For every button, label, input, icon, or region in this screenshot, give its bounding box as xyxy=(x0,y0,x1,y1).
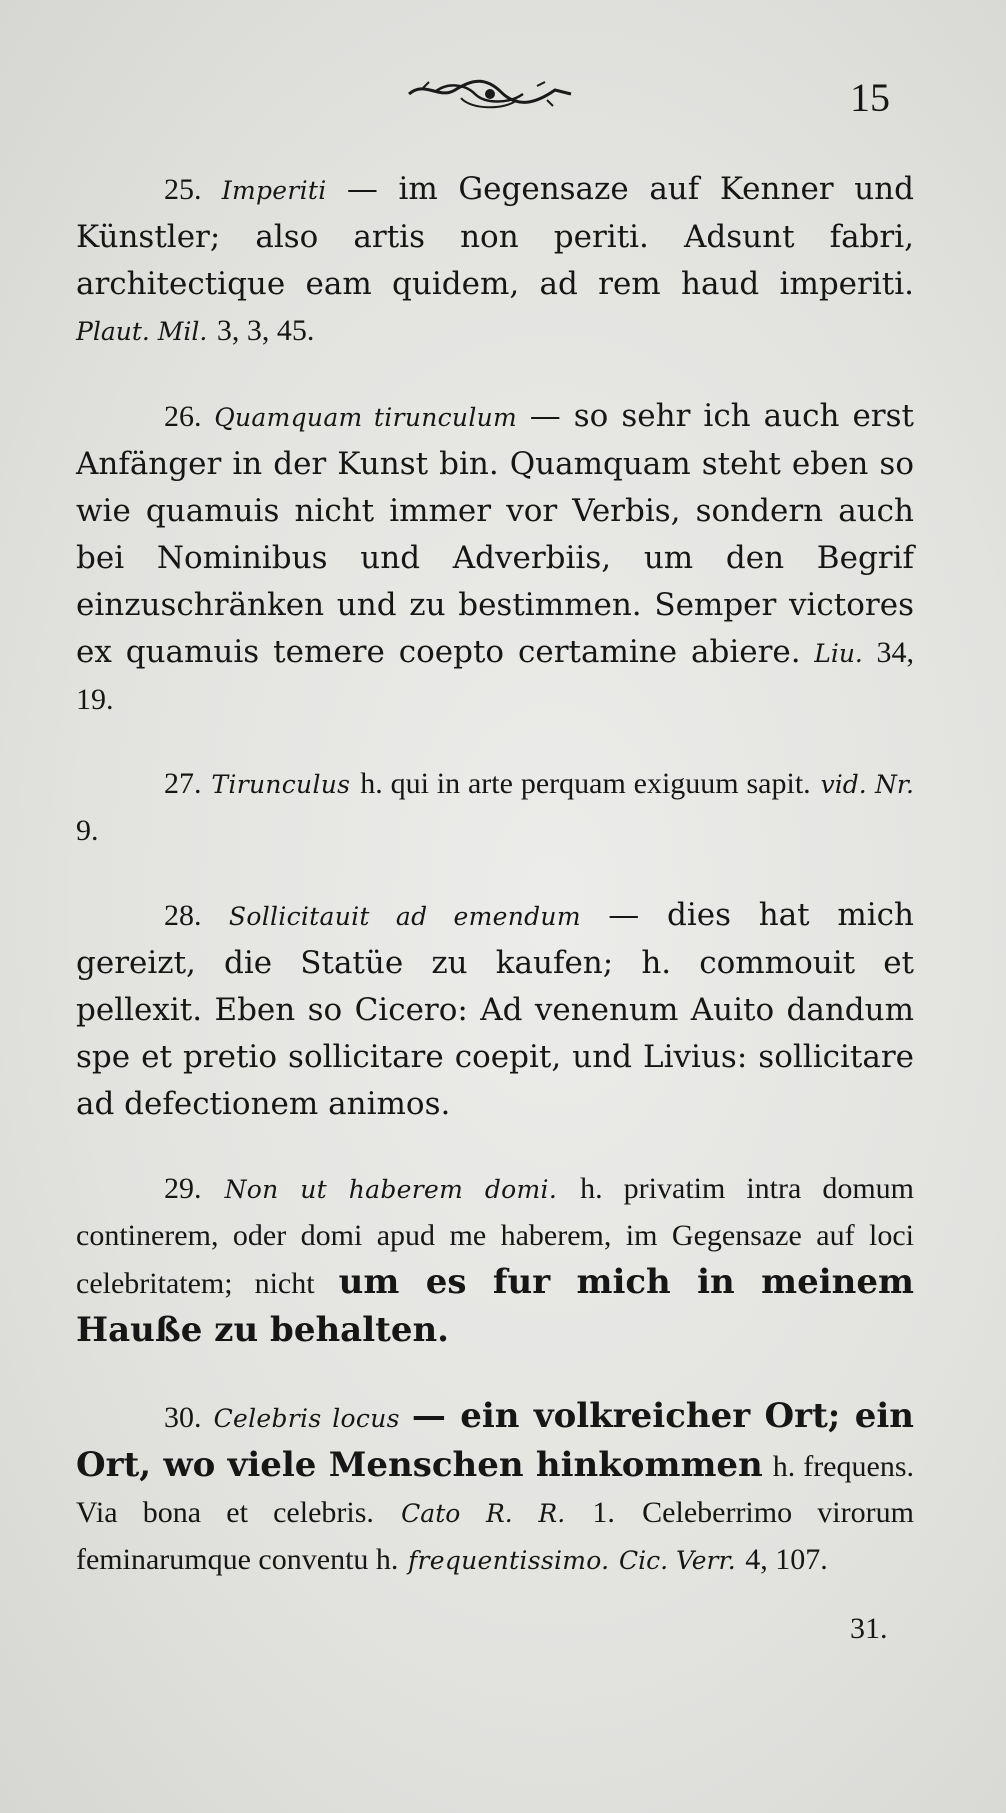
note-reference: Liu. xyxy=(814,639,863,668)
note-lemma-secondary: frequentissimo. xyxy=(407,1546,610,1575)
note-reference: Cato R. R. xyxy=(401,1499,566,1528)
note-text: — dies hat mich gereizt, die Statüe zu kaufen; h. commouit et pellexit. Eben so Cicero: Ad venenum Auito dandum spe et pretio sollicitare coepit, und Livius: sollicitare ad defectionem animos. xyxy=(76,897,915,1122)
note-26 xyxy=(76,393,914,723)
note-text-continued: Celeberrimo virorum feminarumque conventu h. xyxy=(76,1496,914,1576)
note-lemma: Quamquam tirunculum xyxy=(214,403,518,432)
note-reference-number: 34, 19. xyxy=(76,636,914,716)
note-reference-number: 9. xyxy=(76,814,99,847)
note-text-large: um es fur mich in meinem Hauße zu behalten. xyxy=(76,1262,914,1350)
note-lemma: Tirunculus xyxy=(211,770,351,799)
note-number: 26. xyxy=(164,400,202,433)
note-text-large: — ein volkreicher Ort; ein Ort, wo viele Menschen hinkommen xyxy=(76,1396,914,1485)
catchword: 31. xyxy=(850,1612,888,1645)
note-text: h. qui in arte perquam exiguum sapit. xyxy=(360,767,811,800)
note-reference-secondary: Cic. Verr. xyxy=(618,1546,736,1575)
note-lemma: Sollicitauit ad emendum xyxy=(228,902,581,931)
note-text: — so sehr ich auch erst Anfänger in der Kunst bin. Quamquam steht eben so wie quamuis nicht immer vor Verbis, sondern auch bei Nominibus und Adverbiis, um den Begrif einzuschränken und zu bestimmen. Semper victores ex quamuis temere coepto certamine abiere. xyxy=(76,398,914,670)
page-header xyxy=(0,70,1006,130)
note-text: — im Gegensaze auf Kenner und Künstler; also artis non periti. Adsunt fabri, architectique eam quidem, ad rem haud imperiti. xyxy=(76,171,914,302)
note-reference-number: 3, 3, 45. xyxy=(216,314,315,347)
note-25 xyxy=(76,166,914,355)
note-reference: Plaut. Mil. xyxy=(76,317,208,346)
note-30 xyxy=(76,1393,914,1584)
note-lemma: Non ut haberem domi. xyxy=(224,1175,558,1204)
note-reference: vid. Nr. xyxy=(820,770,915,799)
note-lemma: Imperiti xyxy=(221,176,327,205)
note-number: 27. xyxy=(164,767,202,800)
note-text: h. frequens. Via bona et celebris. xyxy=(76,1450,914,1529)
note-number: 28. xyxy=(164,899,202,932)
note-29 xyxy=(76,1166,914,1355)
ornament-icon xyxy=(405,70,575,116)
page-number: 15 xyxy=(850,75,890,120)
note-reference-number-secondary: 4, 107. xyxy=(745,1543,828,1576)
note-lemma: Celebris locus xyxy=(213,1404,400,1433)
note-number: 30. xyxy=(164,1401,202,1434)
commentary-body xyxy=(76,166,914,1622)
note-number: 29. xyxy=(164,1172,202,1205)
note-number: 25. xyxy=(164,173,202,206)
note-27 xyxy=(76,761,914,854)
note-28 xyxy=(76,892,914,1128)
note-reference-number: 1. xyxy=(592,1496,615,1529)
note-text: h. privatim intra domum continerem, oder domi apud me haberem, im Gegensaze auf loci celebritatem; nicht xyxy=(76,1172,914,1300)
